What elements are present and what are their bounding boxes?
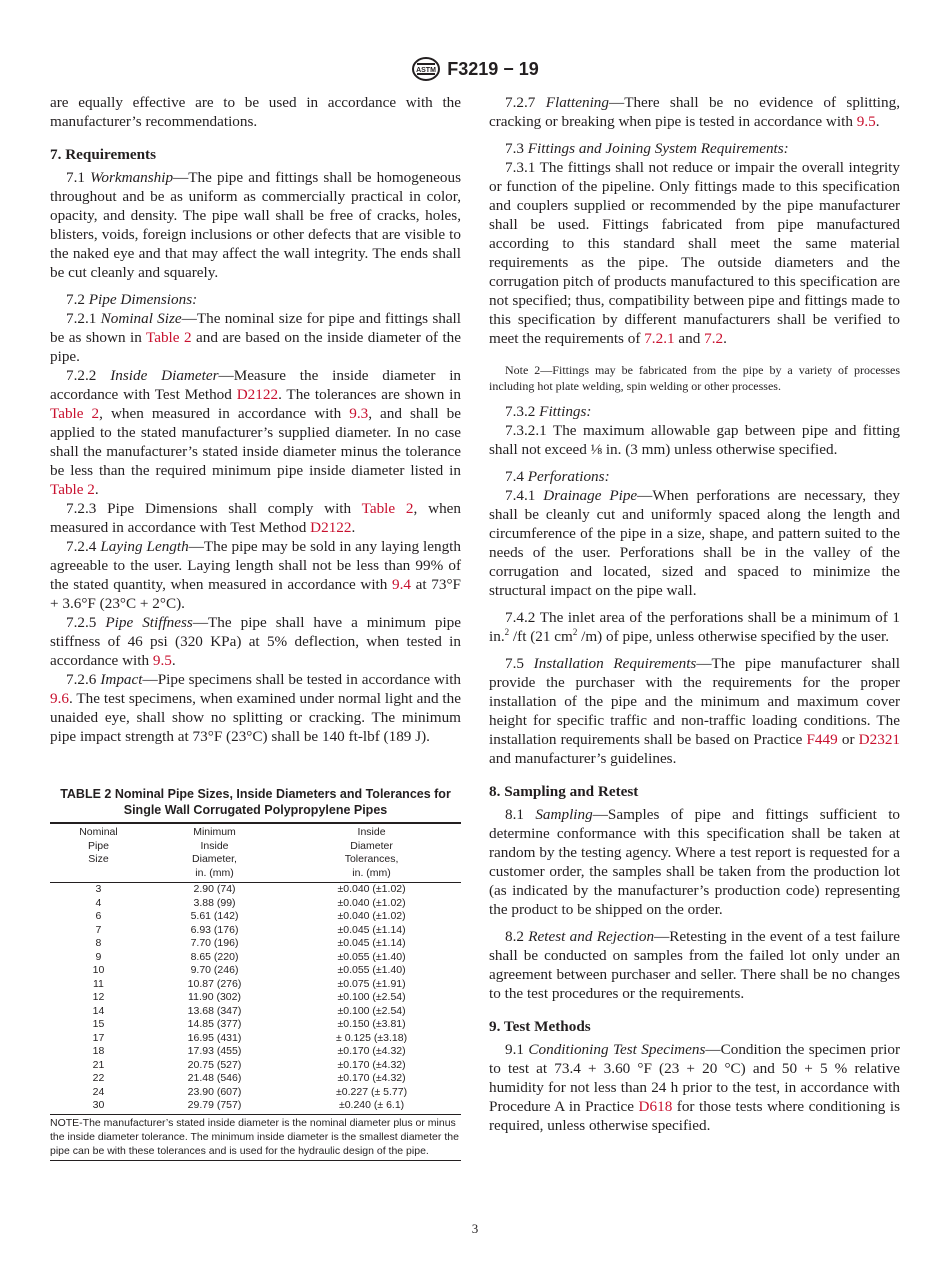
table-cell: 15 [92,1018,105,1030]
text-run: 7.3.2 [505,403,540,420]
table-row [50,883,461,897]
table-cell: 5.61 (142) [190,910,239,922]
header-line: Pipe [87,839,109,852]
text-run: . [351,519,356,536]
text-run: —Pipe specimens shall be tested in accordance with [142,671,462,688]
text-run: at 73°F + 3.6°F (23°C + 2°C). [50,576,461,612]
table-cell: ±0.040 (±1.02) [337,910,406,922]
table-cell: ±0.100 (±2.54) [337,1004,406,1017]
header-line: Diameter, [192,853,237,865]
cross-reference-link[interactable]: F449 [806,731,838,748]
table-cell: 24 [92,1085,105,1098]
table-cell: ±0.240 (± 6.1) [338,1099,405,1111]
text-run: for those tests where conditioning is required, unless otherwise specified. [489,1098,901,1134]
table-cell: 8.65 (220) [190,950,239,963]
text-run: . [94,481,99,498]
text-run: are equally effective are to be used in accordance with the manufacturer’s recommendations. [50,94,461,130]
paragraph [50,366,461,499]
table-cell: 17 [92,1031,105,1044]
cross-reference-link[interactable]: 9.3 [349,405,369,422]
italic-term: Fittings and Joining System Requirements: [527,140,789,157]
text-run: —Condition the specimen prior to test at 73.4 + 3.60 °F (23 + 20 °C) and 50 + 5 % relative humidity for not less than 24 h prior to the test, in accordance with Procedure A in Practice [489,1041,900,1115]
text-run: and [674,330,705,347]
paragraph [489,1040,900,1135]
header-line: Inside [200,839,229,852]
table-cell: 18 [92,1045,105,1057]
paragraph [489,421,900,459]
section-heading [50,145,461,164]
table-cell: 9.70 (246) [190,964,239,976]
table-cell: 8 [95,937,102,949]
table-cell: 17.93 (455) [187,1045,242,1057]
cross-reference-link[interactable]: Table 2 [50,481,95,498]
section-heading [489,1017,900,1036]
paragraph [489,805,900,919]
cross-reference-link[interactable]: D2321 [858,731,901,748]
table-cell: 21.48 (546) [187,1072,242,1084]
text-run: 7.2 [66,291,89,308]
text-run: 7.3 [505,140,528,157]
table-cell: ±0.227 (± 5.77) [336,1085,408,1098]
table-cell: 6 [95,910,102,922]
cross-reference-link[interactable]: D2122 [310,519,352,536]
page-header [0,56,950,82]
table-row [50,1099,461,1114]
table-row [50,991,461,1005]
text-run: , and shall be applied to the stated manufacturer’s supplied diameter. In no case shall the manufacturer’s stated inside diameter minus the tolerance be less than the required minimum pipe inside diameter listed in [50,405,461,479]
paragraph [50,290,461,309]
header-line: Size [88,853,109,865]
table-cell: 30 [92,1099,105,1111]
table-cell: 11 [93,977,104,990]
table-cell: 23.90 (607) [187,1085,242,1098]
text-run: 7.2.3 Pipe Dimensions shall comply with [66,500,362,517]
table-cell: 16.95 (431) [187,1031,242,1044]
table-row [50,978,461,992]
text-run: . The tolerances are shown in [278,386,461,403]
text-run: or [837,731,859,748]
text-run: 7. Requirements [50,146,157,163]
table-cell: 10.87 (276) [187,977,242,990]
paragraph [50,168,461,282]
paragraph [489,927,900,1003]
italic-term: Installation Requirements [533,655,697,672]
svg-text:ASTM: ASTM [416,67,437,74]
table-row [50,951,461,965]
text-run: —Measure the inside diameter in accordance with Test Method [50,367,462,403]
text-run: 7.4.1 [505,487,544,504]
superscript: 2 [572,626,578,637]
text-run: 7.4 [505,468,528,485]
text-run: 8.2 [505,928,529,945]
text-run: —The pipe may be sold in any laying length agreeable to the user. Laying length shall not be less than 99% of the stated quantity, when measured in accordance with [50,538,461,593]
table-cell: ±0.170 (±4.32) [337,1072,406,1084]
table-cell: 4 [95,896,102,909]
table-row [50,910,461,924]
italic-term: Nominal Size [100,310,182,327]
paragraph [489,158,900,348]
text-run: —The pipe manufacturer shall provide the purchaser with the requirements for the proper installation of the pipe and the minimum and maximum cover height for specific traffic and non-traffic loading conditions. The installation requirements shall be based on Practice [489,655,900,748]
table-cell: 29.79 (757) [187,1099,242,1111]
italic-term: Sampling [535,806,593,823]
table-cell: 10 [92,964,105,976]
table-cell: 14.85 (377) [187,1018,242,1030]
header-line: Nominal [79,826,118,838]
table-cell: ±0.040 (±1.02) [337,883,406,895]
cross-reference-link[interactable]: 9.5 [152,652,172,669]
text-run: —The pipe shall have a minimum pipe stiffness of 46 psi (320 KPa) at 5% deflection, when tested in accordance with [50,614,462,669]
table-cell: 12 [92,991,105,1003]
text-run: , when measured in accordance with [99,405,350,422]
text-run: —The pipe and fittings shall be homogeneous throughout and be as uniform as commercially practical in color, opacity, and density. The pipe wall shall be free of cracks, holes, blisters, voids, foreign inclusions or other defects that are visible to the naked eye and that may affect the wall integrity. The ends shall be cut cleanly and squarely. [50,169,461,281]
cross-reference-link[interactable]: 9.4 [392,576,411,593]
table-cell: 21 [92,1058,105,1071]
table-cell: 14 [92,1004,105,1017]
text-run: 7.4.2 The inlet area of the perforations shall be a minimum of 1 in. [489,609,900,645]
table-row [50,1032,461,1046]
table-row [50,964,461,978]
italic-term: Pipe Dimensions: [88,291,198,308]
italic-term: Pipe Stiffness [105,614,193,631]
italic-term: Perforations: [527,468,610,485]
header-line: Minimum [193,826,236,838]
text-run: 9.1 [505,1041,529,1058]
text-run: 7.2.6 [66,671,101,688]
text-run: 7.3.2.1 The maximum allowable gap between pipe and fitting shall not exceed ⅛ in. (3 mm) unless otherwise specified. [489,422,900,458]
table-cell: 7 [95,923,102,936]
text-run: 7.2.2 [66,367,111,384]
table-row [50,897,461,911]
header-line: in. (mm) [195,866,234,879]
table-cell: ±0.045 (±1.14) [337,937,406,949]
italic-term: Fittings: [539,403,592,420]
table-caption: TABLE 2 Nominal Pipe Sizes, Inside Diameters and Tolerances for Single Wall Corrugated Polypropylene Pipes [60,787,451,817]
text-run: 7.2.5 [66,614,106,631]
document-designation: F3219 − 19 [447,58,539,79]
paragraph [489,93,900,131]
paragraph [50,670,461,746]
table-2 [50,786,461,1161]
paragraph [489,486,900,600]
table-row [50,1005,461,1019]
paragraph [489,139,900,158]
text-run: /m) of pipe, unless otherwise specified by the user. [577,628,890,645]
text-run: 8. Sampling and Retest [489,783,639,800]
text-run: and manufacturer’s guidelines. [489,750,677,767]
text-run: . [723,330,727,347]
text-run: 8.1 [505,806,536,823]
table-row [50,937,461,951]
header-line: Diameter [350,839,393,852]
cross-reference-link[interactable]: 9.5 [856,113,876,130]
table-row [50,924,461,938]
header-line: Inside [357,826,386,838]
table-cell: ±0.045 (±1.14) [337,923,406,936]
table-cell: ±0.055 (±1.40) [337,950,406,963]
paragraph [50,537,461,613]
italic-term: Impact [100,671,143,688]
text-run: /ft (21 cm [509,628,573,645]
text-run: Note 2—Fittings may be fabricated from the pipe by a variety of processes including hot plate welding, spin welding or other processes. [489,363,900,393]
astm-logo-icon [411,56,441,82]
text-run: . The test specimens, when examined under normal light and the unaided eye, shall show no splitting or cracking. The minimum pipe impact strength at 73°F (23°C) shall be 140 ft-lbf (189 J). [50,690,461,745]
italic-term: Retest and Rejection [528,928,655,945]
paragraph [50,499,461,537]
cross-reference-link[interactable]: D618 [638,1098,673,1115]
table-cell: ±0.170 (±4.32) [337,1045,406,1057]
paragraph [489,608,900,646]
table-cell: 20.75 (527) [187,1058,242,1071]
text-run: and are based on the inside diameter of the pipe. [50,329,461,365]
italic-term: Flattening [545,94,609,111]
table-cell: ±0.075 (±1.91) [337,977,406,990]
section-heading [489,782,900,801]
table-cell: 11.90 (302) [188,991,241,1003]
paragraph [489,402,900,421]
text-run: 7.2.1 [66,310,101,327]
cross-reference-link[interactable]: 9.6 [50,690,69,707]
paragraph [489,467,900,486]
table-row [50,1086,461,1100]
table-cell: 22 [92,1072,105,1084]
text-run: 7.2.7 [505,94,546,111]
paragraph [50,613,461,670]
column-header [50,823,147,883]
table-cell: 3 [95,883,102,895]
right-column [489,93,900,1135]
table-cell: ±0.055 (±1.40) [337,964,406,976]
superscript: 2 [504,626,510,637]
cross-reference-link[interactable]: Table 2 [361,500,414,517]
italic-term: Drainage Pipe [543,487,638,504]
pipe-sizes-table [50,822,461,1114]
italic-term: Workmanship [90,169,174,186]
table-cell: 13.68 (347) [187,1004,242,1017]
text-run: —There shall be no evidence of splitting, cracking or breaking when pipe is tested in accordance with [489,94,901,130]
table-cell: ±0.100 (±2.54) [337,991,406,1003]
table-note: NOTE-The manufacturer’s stated inside diameter is the nominal diameter plus or minus the inside diameter tolerance. The minimum inside diameter is the smallest diameter the pipe can be with these tolerances and is used for the hydraulic design of the pipe. [50,1114,461,1161]
note-paragraph [489,362,900,394]
table-cell: ±0.150 (±3.81) [337,1018,406,1030]
text-run: 7.5 [505,655,534,672]
table-row [50,1059,461,1073]
text-run: —Retesting in the event of a test failure shall be conducted on samples from the failed lot only under an agreement between purchaser and seller. There shall be no changes to the test procedures or the requirements. [489,928,900,1002]
table-cell: 9 [95,950,102,963]
text-run: . [171,652,176,669]
text-run: . [875,113,880,130]
italic-term: Inside Diameter [110,367,219,384]
paragraph [50,93,461,131]
cross-reference-link[interactable]: 7.2.1 [644,330,675,347]
table-cell: 7.70 (196) [190,937,239,949]
text-run: , when measured in accordance with Test Method [50,500,461,536]
column-header [282,823,461,883]
text-run: 9. Test Methods [489,1018,591,1035]
italic-term: Conditioning Test Specimens [528,1041,706,1058]
left-column [50,93,461,746]
column-header [147,823,282,883]
paragraph [489,654,900,768]
table-row [50,1018,461,1032]
cross-reference-link[interactable]: Table 2 [50,405,100,422]
italic-term: Laying Length [100,538,189,555]
table-cell: 6.93 (176) [190,923,239,936]
cross-reference-link[interactable]: 7.2 [704,330,724,347]
text-run: —Samples of pipe and fittings sufficient to determine conformance with this specification shall be taken at random by the testing agency. Where a test report is requested for a customer order, the samples shall be taken from the production lot (as indicated by the manufacturer’s production code) representing the product to be shipped on the order. [489,806,901,918]
table-cell: ±0.040 (±1.02) [337,896,406,909]
table-row [50,1045,461,1059]
text-run: —When perforations are necessary, they shall be cleanly cut and uniformly spaced along the length and circumference of the pipe in a size, shape, and pattern suited to the needs of the user. Perforations shall be in the valley of the corrugation and located, sized and spaced to minimize the structural impact on the pipe wall. [489,487,901,599]
table-cell: 3.88 (99) [193,896,236,909]
table-cell: ±0.170 (±4.32) [337,1058,406,1071]
table-cell: 2.90 (74) [193,883,236,895]
header-line: Tolerances, [344,853,399,865]
text-run: 7.1 [66,169,91,186]
table-row [50,1072,461,1086]
cross-reference-link[interactable]: Table 2 [145,329,192,346]
paragraph [50,309,461,366]
text-run: —The nominal size for pipe and fittings shall be as shown in [50,310,461,346]
cross-reference-link[interactable]: D2122 [236,386,279,403]
text-run: 7.2.4 [66,538,101,555]
table-cell: ± 0.125 (±3.18) [336,1031,408,1044]
text-run: 7.3.1 The fittings shall not reduce or impair the overall integrity or function of the pipeline. Only fittings made to this specification and couplers supplied or recommended by the pipe manufacturer shall be used. Fittings fabricated from pipe manufactured according to this standard shall meet the same material requirements as the pipe. The outside diameters and the corrugation pitch of products manufactured to this specification are not specified; thus, compatibility between pipe and fittings made to this specification by different manufacturers shall be verified to meet the requirements of [489,159,900,347]
page-number: 3 [471,1221,479,1236]
header-line: in. (mm) [352,866,391,879]
